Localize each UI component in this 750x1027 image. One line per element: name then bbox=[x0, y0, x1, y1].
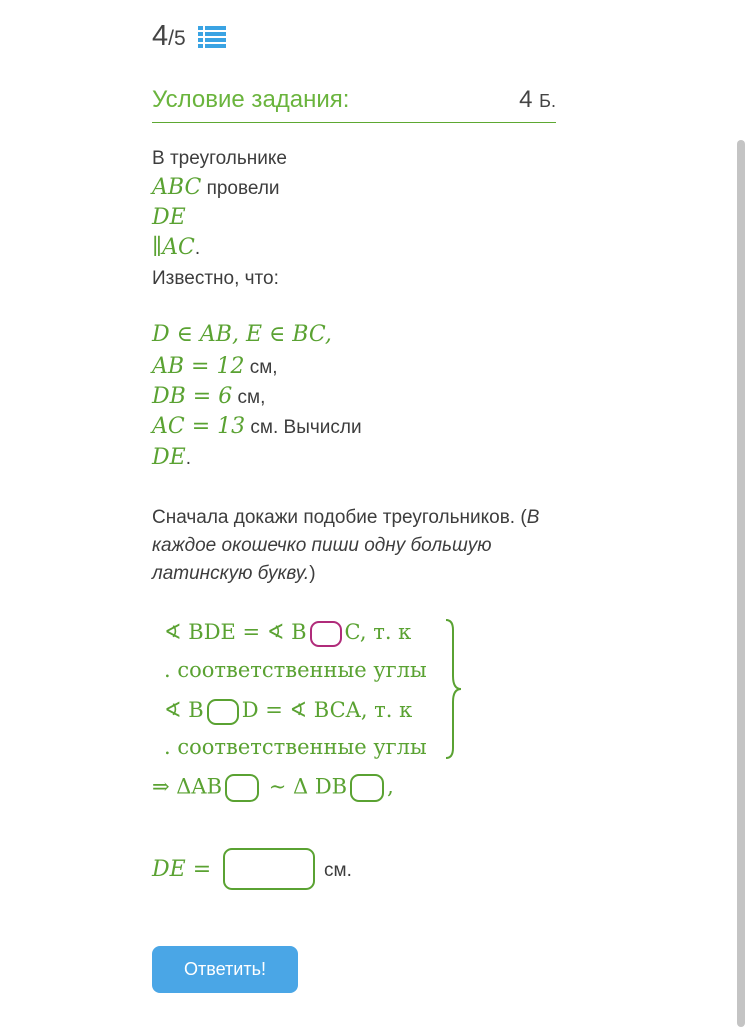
conclusion-pre: ⇒ ΔAB bbox=[152, 774, 223, 799]
given-3-text: см, bbox=[232, 387, 266, 408]
instruction-main: Сначала докажи подобие треугольников. ( bbox=[152, 507, 527, 528]
problem-line-4 bbox=[152, 235, 200, 260]
given-3-math: DB = 6 bbox=[152, 384, 233, 409]
given-2-math: AB = 12 bbox=[152, 354, 245, 379]
task-list-icon[interactable] bbox=[198, 25, 226, 49]
given-4-math: AC = 13 bbox=[152, 414, 246, 439]
parallel-ac: ∥AC bbox=[152, 235, 195, 260]
scrollbar[interactable] bbox=[737, 140, 745, 1027]
given-2-text: см, bbox=[244, 357, 278, 378]
target bbox=[152, 445, 191, 470]
problem-line-4-text: . bbox=[194, 238, 201, 259]
task-counter bbox=[152, 20, 226, 53]
system-row-3 bbox=[164, 698, 412, 725]
system-row-4: . соответственные углы bbox=[164, 735, 427, 759]
instruction-italic: В каждое окошечко пиши одну большую латинскую букву. bbox=[152, 507, 540, 584]
answer-box-2[interactable] bbox=[207, 699, 239, 725]
task-header bbox=[152, 84, 556, 123]
system-brace bbox=[443, 618, 463, 760]
system-row-2: . соответственные углы bbox=[164, 658, 427, 682]
de-answer-input[interactable] bbox=[223, 848, 315, 890]
points-unit: Б. bbox=[539, 91, 556, 111]
given-3 bbox=[152, 384, 265, 409]
row-1-post: C, т. к bbox=[344, 620, 412, 644]
triangle-abc: ABC bbox=[152, 175, 202, 200]
de-label-math: DE = bbox=[152, 857, 212, 882]
problem-line-1: В треугольнике bbox=[152, 148, 287, 169]
row-3-pre: ∢ B bbox=[164, 698, 204, 722]
de-label bbox=[152, 856, 211, 882]
submit-button[interactable]: Ответить! bbox=[152, 946, 298, 993]
conclusion-post: , bbox=[387, 774, 394, 799]
given-2 bbox=[152, 354, 278, 379]
problem-line-2-text: провели bbox=[201, 178, 280, 199]
row-3-post: D = ∢ BCA, т. к bbox=[241, 698, 413, 722]
target-math: DE bbox=[152, 445, 186, 470]
conclusion-mid: ∼ Δ DB bbox=[268, 774, 348, 799]
conclusion-row bbox=[152, 774, 394, 802]
given-1 bbox=[152, 322, 332, 347]
target-text: . bbox=[185, 448, 191, 469]
problem-line-3 bbox=[152, 205, 186, 230]
answer-box-1[interactable] bbox=[310, 621, 342, 647]
de-unit: см. bbox=[324, 860, 352, 881]
problem-line-2 bbox=[152, 175, 280, 200]
problem-line-5: Известно, что: bbox=[152, 268, 279, 289]
current-task-number: 4 bbox=[152, 20, 169, 52]
given-4-text: см. Вычисли bbox=[245, 417, 362, 438]
points-value: 4 bbox=[519, 86, 533, 113]
instruction-close: ) bbox=[309, 563, 316, 584]
system-row-1 bbox=[164, 620, 411, 647]
segment-de: DE bbox=[152, 205, 186, 230]
total-task-count: /5 bbox=[168, 27, 186, 50]
given-4 bbox=[152, 414, 362, 439]
row-1-pre: ∢ BDE = ∢ B bbox=[164, 620, 307, 644]
answer-box-3[interactable] bbox=[225, 774, 259, 802]
instruction bbox=[152, 504, 552, 588]
answer-box-4[interactable] bbox=[350, 774, 384, 802]
given-1-math: D ∈ AB, E ∈ BC, bbox=[152, 322, 332, 347]
task-condition-title: Условие задания: bbox=[152, 86, 350, 113]
task-points bbox=[519, 86, 556, 114]
